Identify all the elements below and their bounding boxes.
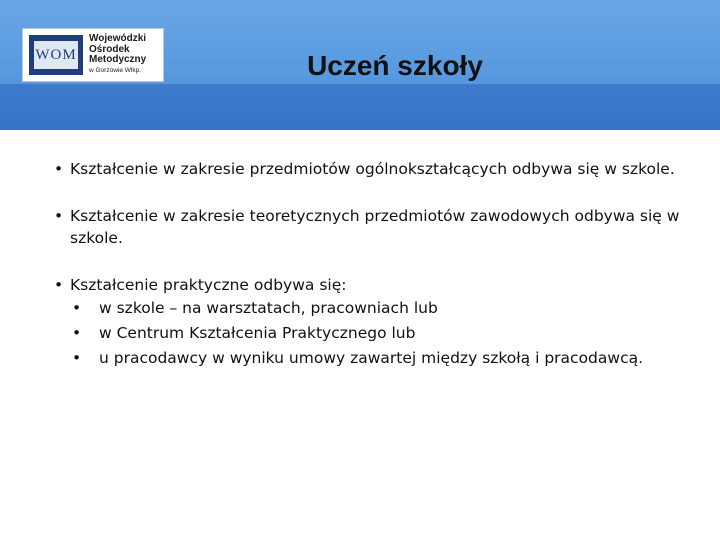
logo-text <box>89 34 161 75</box>
sub-bullet-2: • w Centrum Kształcenia Praktycznego lub <box>52 321 692 346</box>
wom-logo <box>22 28 164 82</box>
bullet-item-3-text: • Kształcenie praktyczne odbywa się: <box>70 276 347 294</box>
sub-bullet-3: • u pracodawcy w wyniku umowy zawartej między szkołą i pracodawcą. <box>52 346 692 371</box>
bullet-item-3 <box>52 274 692 296</box>
bullet-item-2: • Kształcenie w zakresie teoretycznych przedmiotów zawodowych odbywa się w szkole. <box>52 205 692 249</box>
bullet-item-1: • Kształcenie w zakresie przedmiotów ogólnokształcących odbywa się w szkole. <box>52 158 692 180</box>
logo-emblem-plate <box>34 41 78 69</box>
logo-emblem-text: WOM <box>35 47 77 63</box>
logo-line-1: Wojewódzki <box>89 33 147 44</box>
logo-emblem <box>29 35 83 75</box>
logo-subtitle: w Gorzowie Wlkp. <box>89 66 142 74</box>
slide-content <box>52 158 692 371</box>
logo-line-3: Metodyczny <box>89 54 147 65</box>
slide-header <box>0 0 720 130</box>
logo-line-2: Ośrodek <box>89 43 130 55</box>
slide-title: Uczeń szkoły <box>307 50 483 81</box>
sub-bullet-1: • w szkole – na warsztatach, pracowniach lub <box>52 296 692 321</box>
